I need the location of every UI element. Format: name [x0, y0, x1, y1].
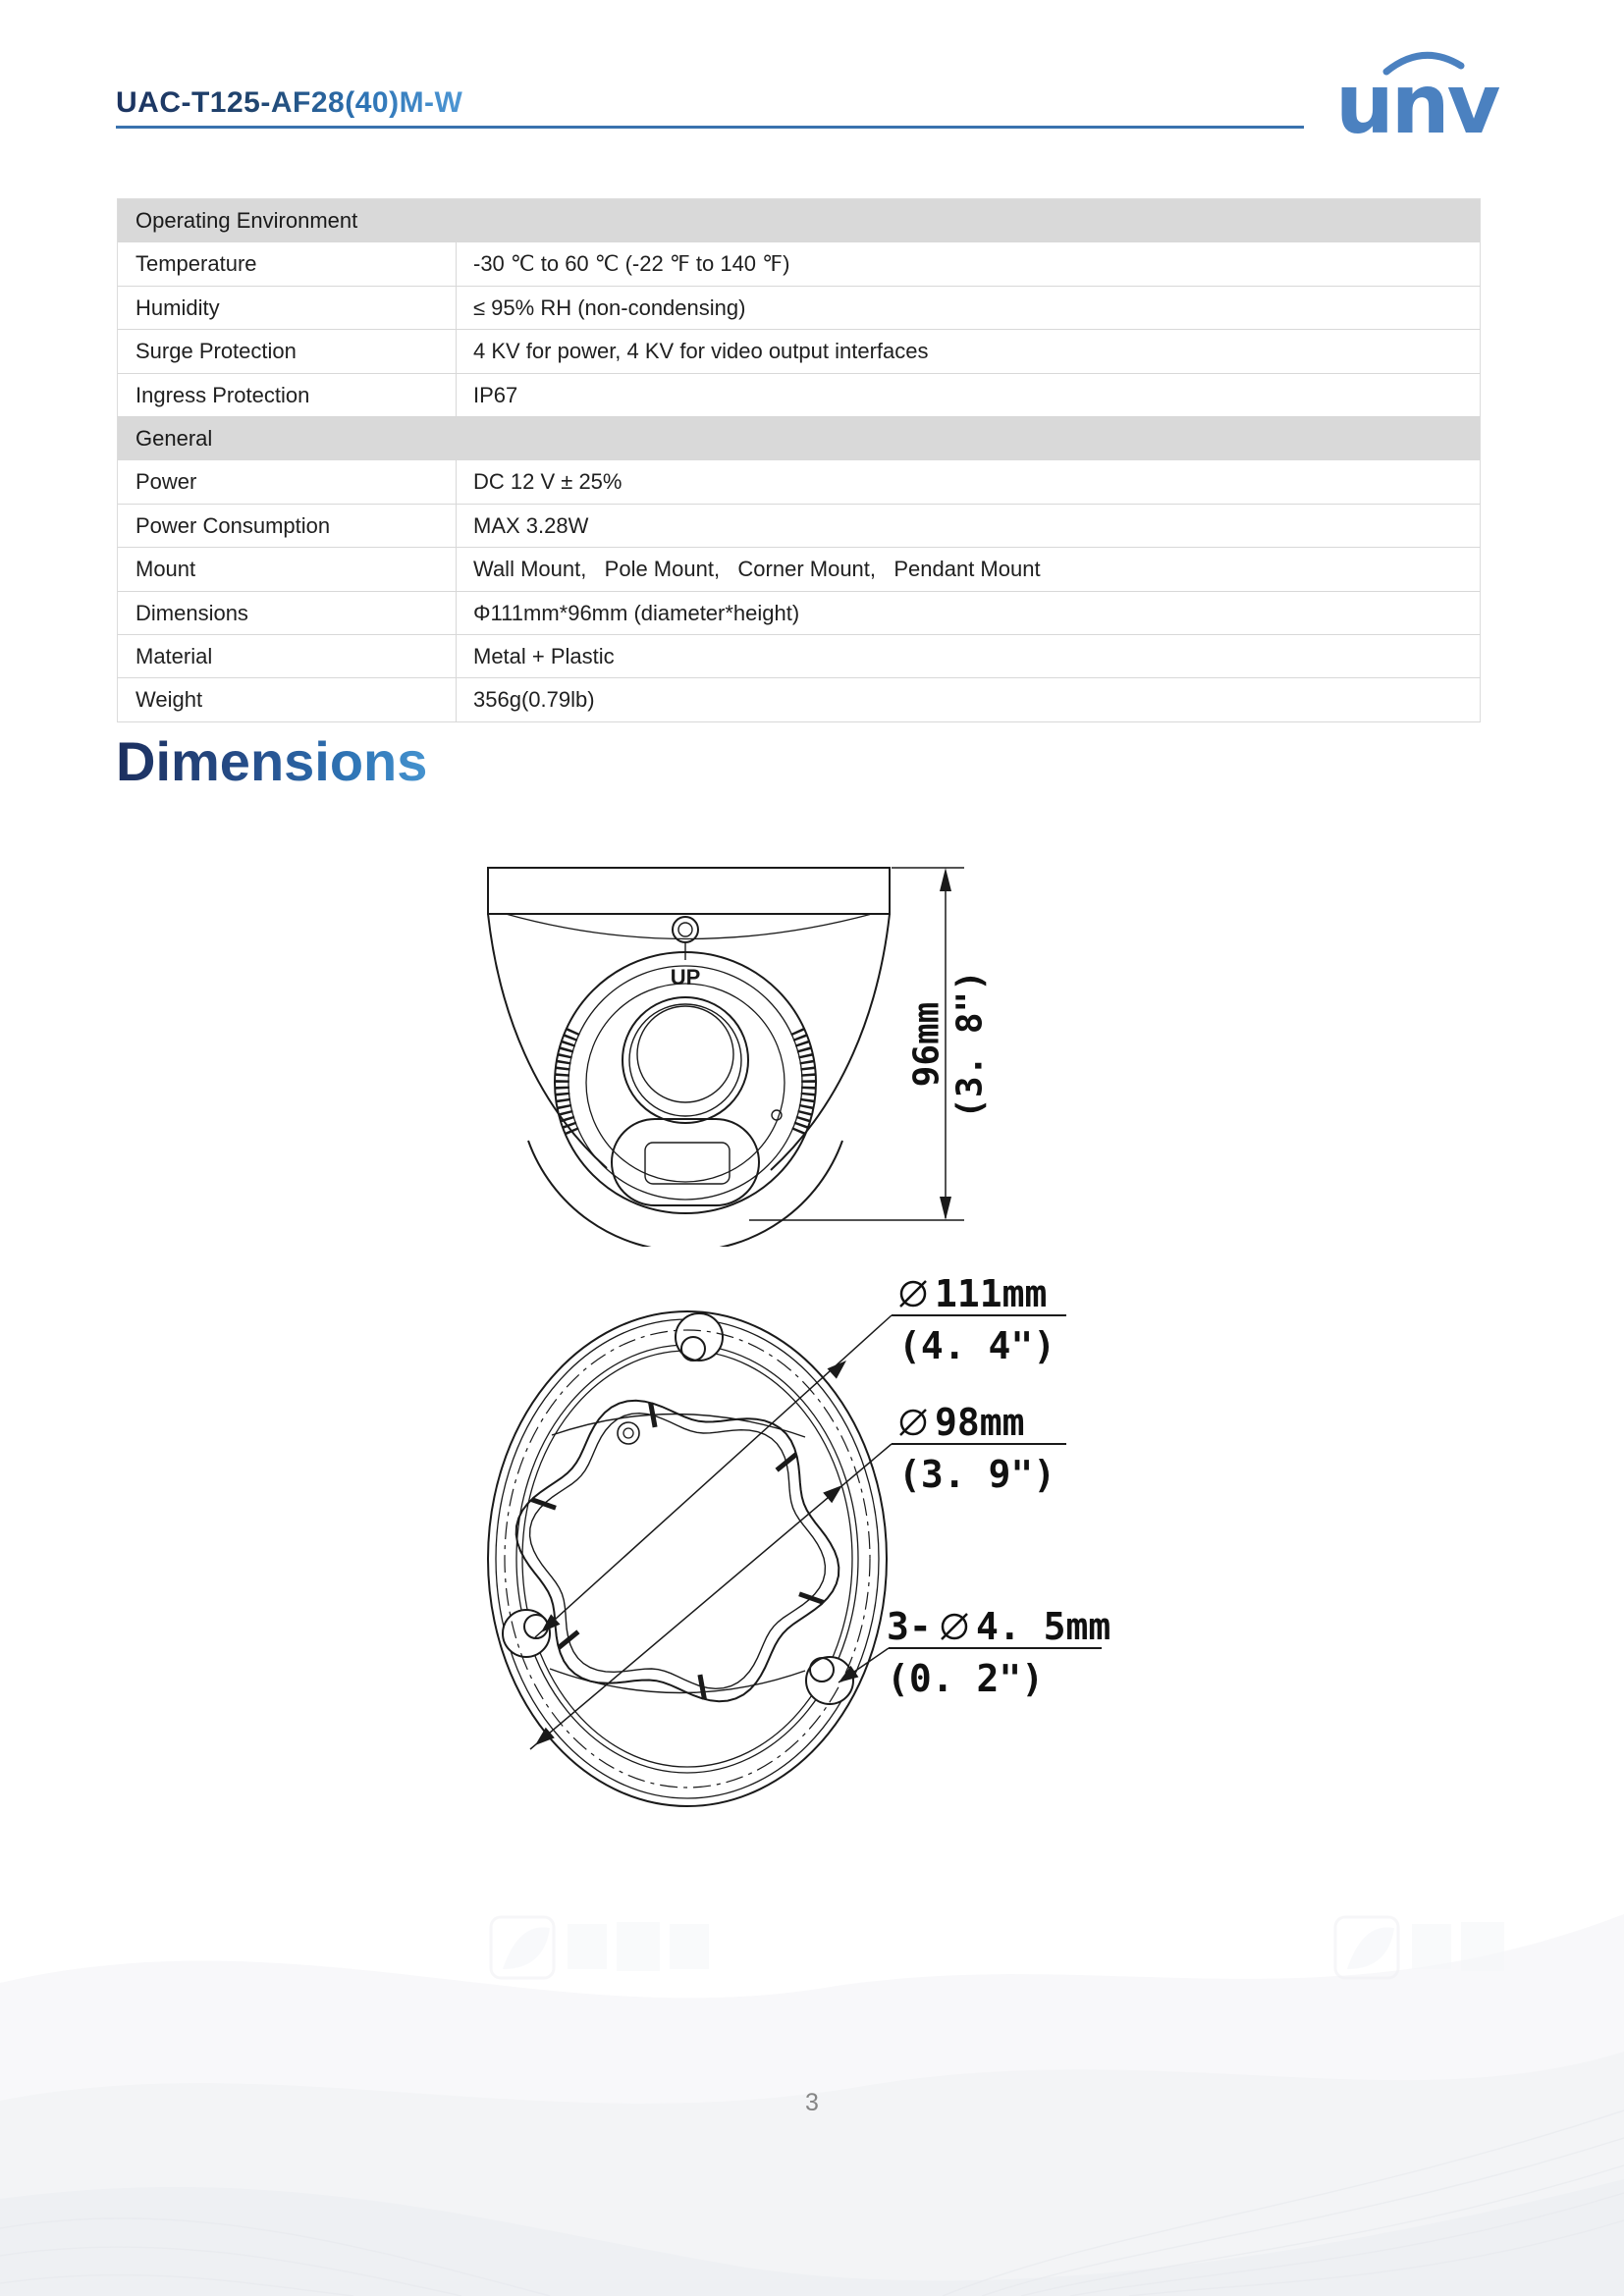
mounting-plate: [488, 868, 890, 914]
camera-front-outline: [488, 868, 890, 1247]
ir-window: [612, 1119, 759, 1205]
callout-98-inch: (3. 9"): [898, 1453, 1056, 1496]
table-row: [117, 374, 1481, 417]
gasket-outer: [516, 1401, 839, 1701]
table-row: [117, 635, 1481, 678]
watermark-motif: [491, 1917, 1504, 1978]
gasket-tab: [559, 1631, 578, 1647]
diameter-icon: [900, 1281, 926, 1307]
spec-label: Power Consumption: [118, 505, 457, 547]
screw-circle-centerline: [505, 1330, 870, 1788]
spec-label: Temperature: [118, 242, 457, 285]
spec-table: [117, 198, 1481, 722]
diameter-callouts: [887, 1272, 1110, 1700]
callout-111-inch: (4. 4"): [898, 1324, 1056, 1367]
page-number: 3: [805, 2089, 819, 2116]
table-section-header: Operating Environment: [117, 199, 1481, 242]
callout-45-mm: 4. 5mm: [976, 1605, 1111, 1648]
height-inch-label: (3. 8"): [949, 970, 991, 1119]
table-row: [117, 242, 1481, 286]
table-row: [117, 548, 1481, 591]
side-screw: [772, 1110, 782, 1120]
gasket-tab: [777, 1455, 796, 1470]
page-title: UAC-T125-AF28(40)M-W: [116, 86, 463, 119]
spec-value: Metal + Plastic: [473, 643, 615, 668]
spec-label: Mount: [118, 548, 457, 590]
spec-label: Surge Protection: [118, 330, 457, 372]
callout-45-prefix: 3-: [887, 1605, 932, 1648]
lens: [623, 997, 748, 1123]
spec-label: Ingress Protection: [118, 374, 457, 416]
arrow-down: [940, 1197, 951, 1220]
table-row: [117, 330, 1481, 373]
spec-label: Dimensions: [118, 592, 457, 634]
knurl-right: [797, 1031, 809, 1135]
spec-value: 356g(0.79lb): [473, 687, 595, 713]
spec-value: IP67: [473, 382, 518, 407]
spec-value: 4 KV for power, 4 KV for video output interfaces: [473, 339, 929, 364]
gasket: [516, 1401, 839, 1701]
spec-value: -30 ℃ to 60 ℃ (-22 ℉ to 140 ℉): [473, 251, 790, 277]
camera-ball: [555, 952, 816, 1213]
logo-text: unv: [1335, 56, 1498, 139]
diameter-icon: [942, 1614, 967, 1639]
diameter-icon: [900, 1410, 926, 1435]
spec-label: Material: [118, 635, 457, 677]
callout-98-mm: 98mm: [935, 1401, 1025, 1444]
gasket-tab: [532, 1500, 557, 1509]
spec-label: Weight: [118, 678, 457, 721]
height-mm-label: 96mm: [906, 1001, 947, 1088]
footer-wave-decoration: [0, 1806, 1624, 2296]
table-row: [117, 460, 1481, 504]
spec-value: DC 12 V ± 25%: [473, 469, 623, 495]
spec-value: MAX 3.28W: [473, 512, 589, 538]
unv-logo-icon: [1327, 41, 1514, 139]
table-row: [117, 678, 1481, 721]
knurl-left: [562, 1031, 573, 1135]
arrow-up: [940, 868, 951, 891]
bottom-view-drawing: [422, 1266, 1119, 1831]
spec-value: Φ111mm*96mm (diameter*height): [473, 600, 800, 625]
front-view-drawing: [432, 844, 1011, 1247]
table-section-header: General: [117, 417, 1481, 460]
gasket-tab: [799, 1594, 824, 1603]
spec-label: Power: [118, 460, 457, 503]
spec-value: Wall Mount, Pole Mount, Corner Mount, Pendant Mount: [473, 557, 1041, 582]
gasket-inner: [530, 1414, 826, 1689]
dimensions-heading: Dimensions: [116, 730, 428, 792]
table-row: [117, 505, 1481, 548]
callout-111-mm: 111mm: [935, 1272, 1048, 1315]
callout-45-inch: (0. 2"): [887, 1657, 1045, 1700]
spec-value: ≤ 95% RH (non-condensing): [473, 294, 746, 320]
up-label: UP: [670, 965, 701, 989]
table-row: [117, 592, 1481, 635]
header-divider: [116, 126, 1304, 129]
spec-label: Humidity: [118, 287, 457, 329]
table-row: [117, 287, 1481, 330]
gasket-tab: [700, 1675, 705, 1699]
